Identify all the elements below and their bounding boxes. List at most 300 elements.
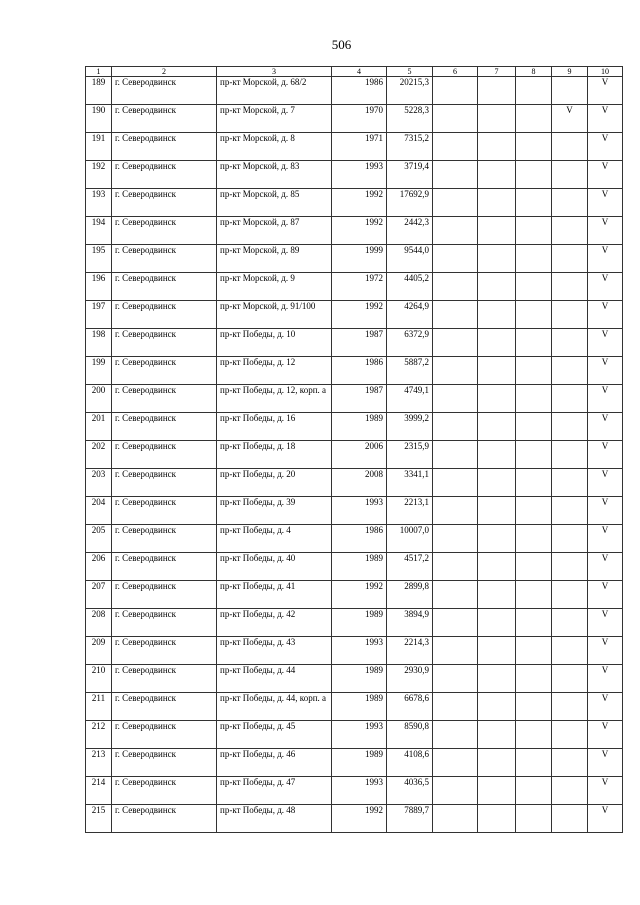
column-6-cell — [433, 609, 478, 637]
table-row — [86, 637, 623, 665]
column-7-cell — [478, 189, 516, 217]
address-cell: пр-кт Морской, д. 8 — [217, 133, 332, 161]
housing-table — [85, 66, 623, 833]
city-cell: г. Северодвинск — [112, 693, 217, 721]
column-10-cell: V — [588, 385, 623, 413]
column-8-cell — [516, 413, 552, 441]
area-cell: 2442,3 — [387, 217, 433, 245]
address-cell: пр-кт Победы, д. 40 — [217, 553, 332, 581]
column-7-cell — [478, 469, 516, 497]
column-7-cell — [478, 553, 516, 581]
city-cell: г. Северодвинск — [112, 497, 217, 525]
column-6-cell — [433, 441, 478, 469]
column-9-cell — [552, 385, 588, 413]
column-8-cell — [516, 161, 552, 189]
row-number-cell: 196 — [86, 273, 112, 301]
city-cell: г. Северодвинск — [112, 217, 217, 245]
column-10-cell: V — [588, 749, 623, 777]
column-6-cell — [433, 553, 478, 581]
row-number-cell: 205 — [86, 525, 112, 553]
table-row — [86, 805, 623, 833]
column-10-cell: V — [588, 553, 623, 581]
year-cell: 1986 — [332, 77, 387, 105]
year-cell: 2006 — [332, 441, 387, 469]
city-cell: г. Северодвинск — [112, 357, 217, 385]
column-8-cell — [516, 777, 552, 805]
column-10-cell: V — [588, 105, 623, 133]
city-cell: г. Северодвинск — [112, 665, 217, 693]
row-number-cell: 212 — [86, 721, 112, 749]
address-cell: пр-кт Победы, д. 4 — [217, 525, 332, 553]
column-8-cell — [516, 665, 552, 693]
column-9-cell — [552, 805, 588, 833]
year-cell: 1992 — [332, 805, 387, 833]
table-row — [86, 217, 623, 245]
area-cell: 2315,9 — [387, 441, 433, 469]
row-number-cell: 197 — [86, 301, 112, 329]
column-7-cell — [478, 441, 516, 469]
column-10-cell: V — [588, 77, 623, 105]
column-7-cell — [478, 497, 516, 525]
row-number-cell: 193 — [86, 189, 112, 217]
row-number-cell: 191 — [86, 133, 112, 161]
year-cell: 1986 — [332, 525, 387, 553]
column-10-cell: V — [588, 161, 623, 189]
column-10-cell: V — [588, 609, 623, 637]
year-cell: 1993 — [332, 721, 387, 749]
column-header: 2 — [112, 67, 217, 77]
year-cell: 1992 — [332, 301, 387, 329]
address-cell: пр-кт Победы, д. 44 — [217, 665, 332, 693]
city-cell: г. Северодвинск — [112, 329, 217, 357]
address-cell: пр-кт Победы, д. 45 — [217, 721, 332, 749]
address-cell: пр-кт Победы, д. 42 — [217, 609, 332, 637]
column-7-cell — [478, 581, 516, 609]
area-cell: 4036,5 — [387, 777, 433, 805]
column-6-cell — [433, 245, 478, 273]
row-number-cell: 214 — [86, 777, 112, 805]
table-row — [86, 693, 623, 721]
column-8-cell — [516, 385, 552, 413]
area-cell: 9544,0 — [387, 245, 433, 273]
column-7-cell — [478, 413, 516, 441]
column-9-cell — [552, 441, 588, 469]
year-cell: 1989 — [332, 553, 387, 581]
table-row — [86, 721, 623, 749]
column-7-cell — [478, 161, 516, 189]
column-8-cell — [516, 245, 552, 273]
column-9-cell — [552, 721, 588, 749]
table-row — [86, 161, 623, 189]
row-number-cell: 209 — [86, 637, 112, 665]
column-header: 8 — [516, 67, 552, 77]
address-cell: пр-кт Морской, д. 68/2 — [217, 77, 332, 105]
column-8-cell — [516, 133, 552, 161]
column-8-cell — [516, 189, 552, 217]
area-cell: 7315,2 — [387, 133, 433, 161]
year-cell: 1992 — [332, 217, 387, 245]
city-cell: г. Северодвинск — [112, 609, 217, 637]
year-cell: 1992 — [332, 189, 387, 217]
column-6-cell — [433, 497, 478, 525]
column-8-cell — [516, 217, 552, 245]
column-6-cell — [433, 357, 478, 385]
column-7-cell — [478, 693, 516, 721]
table-row — [86, 581, 623, 609]
column-header: 6 — [433, 67, 478, 77]
city-cell: г. Северодвинск — [112, 805, 217, 833]
area-cell: 2213,1 — [387, 497, 433, 525]
address-cell: пр-кт Победы, д. 46 — [217, 749, 332, 777]
city-cell: г. Северодвинск — [112, 245, 217, 273]
column-10-cell: V — [588, 413, 623, 441]
row-number-cell: 189 — [86, 77, 112, 105]
column-10-cell: V — [588, 693, 623, 721]
column-9-cell — [552, 497, 588, 525]
column-6-cell — [433, 413, 478, 441]
table-row — [86, 329, 623, 357]
column-9-cell — [552, 413, 588, 441]
column-8-cell — [516, 693, 552, 721]
column-9-cell — [552, 693, 588, 721]
year-cell: 1987 — [332, 329, 387, 357]
year-cell: 1987 — [332, 385, 387, 413]
column-6-cell — [433, 805, 478, 833]
column-7-cell — [478, 637, 516, 665]
column-9-cell — [552, 609, 588, 637]
column-9-cell — [552, 749, 588, 777]
table-row — [86, 469, 623, 497]
row-number-cell: 200 — [86, 385, 112, 413]
city-cell: г. Северодвинск — [112, 385, 217, 413]
column-10-cell: V — [588, 581, 623, 609]
column-10-cell: V — [588, 805, 623, 833]
city-cell: г. Северодвинск — [112, 413, 217, 441]
area-cell: 6372,9 — [387, 329, 433, 357]
row-number-cell: 207 — [86, 581, 112, 609]
city-cell: г. Северодвинск — [112, 441, 217, 469]
column-6-cell — [433, 777, 478, 805]
column-6-cell — [433, 329, 478, 357]
column-10-cell: V — [588, 525, 623, 553]
area-cell: 3341,1 — [387, 469, 433, 497]
column-7-cell — [478, 609, 516, 637]
year-cell: 1989 — [332, 609, 387, 637]
area-cell: 5887,2 — [387, 357, 433, 385]
column-10-cell: V — [588, 497, 623, 525]
column-8-cell — [516, 273, 552, 301]
column-8-cell — [516, 105, 552, 133]
row-number-cell: 202 — [86, 441, 112, 469]
table-row — [86, 441, 623, 469]
column-header: 7 — [478, 67, 516, 77]
table-row — [86, 497, 623, 525]
address-cell: пр-кт Победы, д. 48 — [217, 805, 332, 833]
column-10-cell: V — [588, 329, 623, 357]
column-7-cell — [478, 329, 516, 357]
year-cell: 1989 — [332, 665, 387, 693]
row-number-cell: 199 — [86, 357, 112, 385]
address-cell: пр-кт Морской, д. 83 — [217, 161, 332, 189]
row-number-cell: 206 — [86, 553, 112, 581]
address-cell: пр-кт Победы, д. 20 — [217, 469, 332, 497]
table-row — [86, 133, 623, 161]
column-8-cell — [516, 441, 552, 469]
area-cell: 3719,4 — [387, 161, 433, 189]
area-cell: 4749,1 — [387, 385, 433, 413]
column-10-cell: V — [588, 469, 623, 497]
address-cell: пр-кт Победы, д. 47 — [217, 777, 332, 805]
row-number-cell: 215 — [86, 805, 112, 833]
column-6-cell — [433, 665, 478, 693]
column-6-cell — [433, 189, 478, 217]
table-row — [86, 273, 623, 301]
column-9-cell — [552, 189, 588, 217]
address-cell: пр-кт Победы, д. 44, корп. а — [217, 693, 332, 721]
column-6-cell — [433, 749, 478, 777]
city-cell: г. Северодвинск — [112, 301, 217, 329]
area-cell: 4108,6 — [387, 749, 433, 777]
address-cell: пр-кт Морской, д. 87 — [217, 217, 332, 245]
row-number-cell: 211 — [86, 693, 112, 721]
column-7-cell — [478, 749, 516, 777]
area-cell: 20215,3 — [387, 77, 433, 105]
address-cell: пр-кт Победы, д. 41 — [217, 581, 332, 609]
city-cell: г. Северодвинск — [112, 189, 217, 217]
column-10-cell: V — [588, 133, 623, 161]
column-6-cell — [433, 525, 478, 553]
column-8-cell — [516, 77, 552, 105]
column-7-cell — [478, 77, 516, 105]
area-cell: 4517,2 — [387, 553, 433, 581]
address-cell: пр-кт Победы, д. 12, корп. а — [217, 385, 332, 413]
column-8-cell — [516, 721, 552, 749]
table-row — [86, 357, 623, 385]
column-10-cell: V — [588, 357, 623, 385]
address-cell: пр-кт Победы, д. 12 — [217, 357, 332, 385]
area-cell: 4405,2 — [387, 273, 433, 301]
column-9-cell — [552, 301, 588, 329]
column-7-cell — [478, 217, 516, 245]
column-10-cell: V — [588, 721, 623, 749]
column-9-cell — [552, 581, 588, 609]
table-row — [86, 777, 623, 805]
column-6-cell — [433, 217, 478, 245]
city-cell: г. Северодвинск — [112, 749, 217, 777]
column-10-cell: V — [588, 777, 623, 805]
column-10-cell: V — [588, 189, 623, 217]
column-10-cell: V — [588, 217, 623, 245]
column-header: 1 — [86, 67, 112, 77]
column-10-cell: V — [588, 301, 623, 329]
column-8-cell — [516, 553, 552, 581]
column-9-cell — [552, 217, 588, 245]
column-9-cell — [552, 245, 588, 273]
column-8-cell — [516, 329, 552, 357]
column-9-cell — [552, 665, 588, 693]
year-cell: 1989 — [332, 749, 387, 777]
column-7-cell — [478, 777, 516, 805]
year-cell: 1999 — [332, 245, 387, 273]
column-6-cell — [433, 721, 478, 749]
column-6-cell — [433, 273, 478, 301]
city-cell: г. Северодвинск — [112, 581, 217, 609]
column-8-cell — [516, 469, 552, 497]
area-cell: 8590,8 — [387, 721, 433, 749]
column-9-cell: V — [552, 105, 588, 133]
column-9-cell — [552, 133, 588, 161]
year-cell: 1993 — [332, 161, 387, 189]
row-number-cell: 198 — [86, 329, 112, 357]
table-row — [86, 609, 623, 637]
column-6-cell — [433, 301, 478, 329]
column-6-cell — [433, 161, 478, 189]
table-row — [86, 385, 623, 413]
column-6-cell — [433, 133, 478, 161]
area-cell: 7889,7 — [387, 805, 433, 833]
column-8-cell — [516, 749, 552, 777]
column-7-cell — [478, 805, 516, 833]
year-cell: 1993 — [332, 637, 387, 665]
column-9-cell — [552, 637, 588, 665]
city-cell: г. Северодвинск — [112, 77, 217, 105]
column-header: 4 — [332, 67, 387, 77]
column-10-cell: V — [588, 273, 623, 301]
year-cell: 1993 — [332, 497, 387, 525]
column-6-cell — [433, 637, 478, 665]
table-row — [86, 749, 623, 777]
column-8-cell — [516, 609, 552, 637]
column-7-cell — [478, 357, 516, 385]
table-row — [86, 105, 623, 133]
column-9-cell — [552, 161, 588, 189]
column-9-cell — [552, 357, 588, 385]
column-header: 3 — [217, 67, 332, 77]
city-cell: г. Северодвинск — [112, 777, 217, 805]
column-8-cell — [516, 805, 552, 833]
area-cell: 6678,6 — [387, 693, 433, 721]
city-cell: г. Северодвинск — [112, 133, 217, 161]
table-body — [86, 67, 623, 833]
column-9-cell — [552, 329, 588, 357]
address-cell: пр-кт Победы, д. 39 — [217, 497, 332, 525]
column-7-cell — [478, 105, 516, 133]
year-cell: 1972 — [332, 273, 387, 301]
address-cell: пр-кт Победы, д. 18 — [217, 441, 332, 469]
column-9-cell — [552, 77, 588, 105]
column-8-cell — [516, 581, 552, 609]
column-9-cell — [552, 469, 588, 497]
address-cell: пр-кт Победы, д. 16 — [217, 413, 332, 441]
table-row — [86, 245, 623, 273]
address-cell: пр-кт Морской, д. 85 — [217, 189, 332, 217]
column-7-cell — [478, 665, 516, 693]
column-7-cell — [478, 525, 516, 553]
year-cell: 1993 — [332, 777, 387, 805]
column-8-cell — [516, 637, 552, 665]
address-cell: пр-кт Победы, д. 10 — [217, 329, 332, 357]
row-number-cell: 210 — [86, 665, 112, 693]
address-cell: пр-кт Морской, д. 89 — [217, 245, 332, 273]
column-9-cell — [552, 273, 588, 301]
column-8-cell — [516, 301, 552, 329]
column-6-cell — [433, 385, 478, 413]
column-6-cell — [433, 77, 478, 105]
area-cell: 2214,3 — [387, 637, 433, 665]
column-7-cell — [478, 301, 516, 329]
area-cell: 3999,2 — [387, 413, 433, 441]
row-number-cell: 192 — [86, 161, 112, 189]
row-number-cell: 194 — [86, 217, 112, 245]
row-number-cell: 190 — [86, 105, 112, 133]
column-9-cell — [552, 777, 588, 805]
column-10-cell: V — [588, 441, 623, 469]
city-cell: г. Северодвинск — [112, 273, 217, 301]
area-cell: 10007,0 — [387, 525, 433, 553]
table-row — [86, 525, 623, 553]
address-cell: пр-кт Морской, д. 7 — [217, 105, 332, 133]
year-cell: 1989 — [332, 413, 387, 441]
column-7-cell — [478, 385, 516, 413]
column-6-cell — [433, 693, 478, 721]
table-row — [86, 553, 623, 581]
area-cell: 2899,8 — [387, 581, 433, 609]
year-cell: 2008 — [332, 469, 387, 497]
table-row — [86, 189, 623, 217]
area-cell: 5228,3 — [387, 105, 433, 133]
area-cell: 3894,9 — [387, 609, 433, 637]
column-7-cell — [478, 133, 516, 161]
address-cell: пр-кт Морской, д. 91/100 — [217, 301, 332, 329]
column-6-cell — [433, 581, 478, 609]
column-8-cell — [516, 357, 552, 385]
city-cell: г. Северодвинск — [112, 161, 217, 189]
row-number-cell: 203 — [86, 469, 112, 497]
year-cell: 1992 — [332, 581, 387, 609]
year-cell: 1989 — [332, 693, 387, 721]
city-cell: г. Северодвинск — [112, 553, 217, 581]
table-header-row — [86, 67, 623, 77]
row-number-cell: 201 — [86, 413, 112, 441]
table-row — [86, 301, 623, 329]
column-7-cell — [478, 273, 516, 301]
table-row — [86, 77, 623, 105]
column-8-cell — [516, 497, 552, 525]
year-cell: 1971 — [332, 133, 387, 161]
address-cell: пр-кт Победы, д. 43 — [217, 637, 332, 665]
city-cell: г. Северодвинск — [112, 105, 217, 133]
area-cell: 2930,9 — [387, 665, 433, 693]
column-10-cell: V — [588, 665, 623, 693]
year-cell: 1986 — [332, 357, 387, 385]
column-header: 5 — [387, 67, 433, 77]
column-8-cell — [516, 525, 552, 553]
row-number-cell: 208 — [86, 609, 112, 637]
area-cell: 17692,9 — [387, 189, 433, 217]
column-10-cell: V — [588, 245, 623, 273]
area-cell: 4264,9 — [387, 301, 433, 329]
year-cell: 1970 — [332, 105, 387, 133]
table-row — [86, 413, 623, 441]
row-number-cell: 195 — [86, 245, 112, 273]
column-6-cell — [433, 469, 478, 497]
column-10-cell: V — [588, 637, 623, 665]
column-9-cell — [552, 553, 588, 581]
column-6-cell — [433, 105, 478, 133]
column-7-cell — [478, 721, 516, 749]
address-cell: пр-кт Морской, д. 9 — [217, 273, 332, 301]
city-cell: г. Северодвинск — [112, 637, 217, 665]
